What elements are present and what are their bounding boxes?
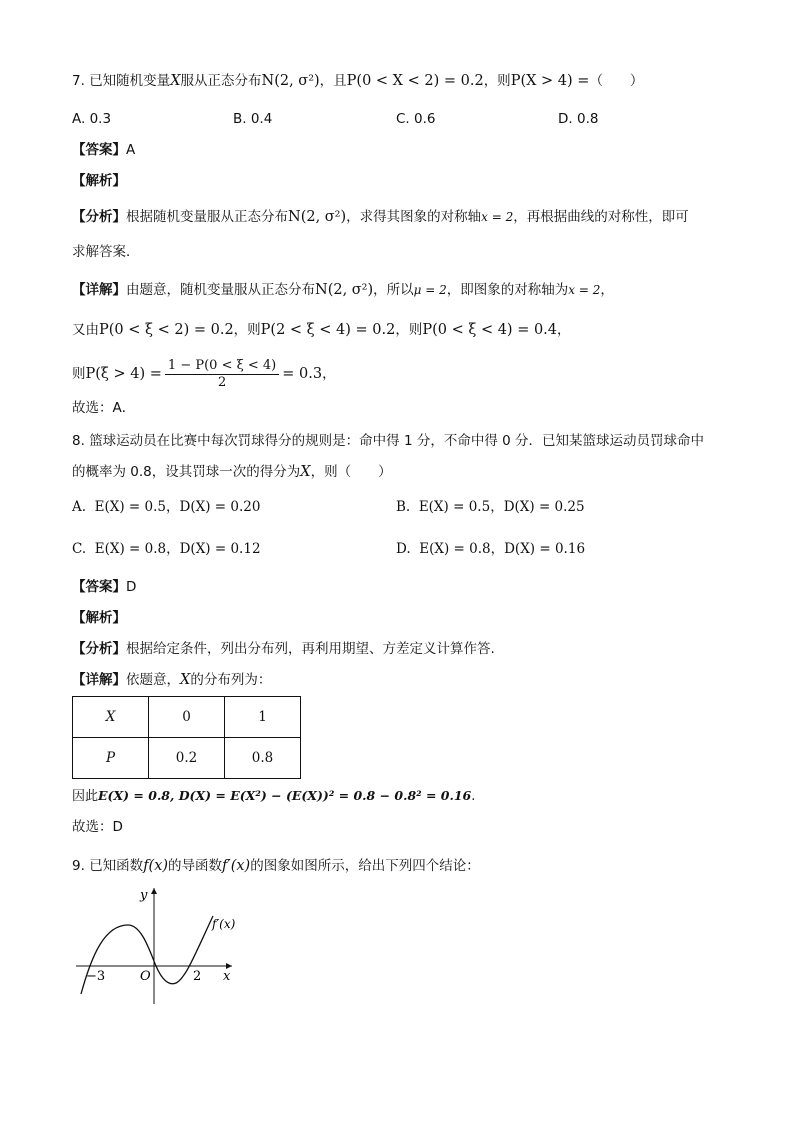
table-cell: 0.8: [225, 738, 301, 779]
q8-option-b: B. E(X) = 0.5，D(X) = 0.25: [396, 499, 585, 515]
q8-option-a: A. E(X) = 0.5，D(X) = 0.20: [72, 499, 261, 515]
y-axis-label: y: [140, 888, 148, 903]
q7-step2: 又由P(0 < ξ < 2) = 0.2，则P(2 < ξ < 4) = 0.2，则P(0 < ξ < 4) = 0.4，: [72, 322, 571, 338]
q8-xiangjie: 【详解】依题意，X的分布列为：: [72, 672, 272, 688]
table-row: [73, 697, 301, 738]
table-row: [73, 738, 301, 779]
q7-analysis-heading: 【解析】: [72, 173, 126, 189]
q7-option-c: C. 0.6: [396, 111, 436, 127]
q8-fenxi: 【分析】根据给定条件，列出分布列，再利用期望、方差定义计算作答.: [72, 641, 495, 657]
table-cell: X: [73, 697, 149, 738]
q7-fraction: $\frac{1 - P(0 < \xi < 4)}{2}$: [165, 358, 279, 391]
q7-option-d: D. 0.8: [558, 111, 599, 127]
tick-label-neg3: −3: [86, 969, 106, 984]
q7-option-a: A. 0.3: [72, 111, 112, 127]
q7-xiangjie: 【详解】由题意，随机变量服从正态分布N(2, σ²)，所以μ = 2，即图象的对称轴为x = 2，: [72, 282, 614, 298]
q7-fenxi: 【分析】根据随机变量服从正态分布N(2, σ²)，求得其图象的对称轴x = 2，再根据曲线的对称性，即可: [72, 209, 689, 225]
q8-analysis-heading: 【解析】: [72, 610, 126, 626]
q7-step3: 则P(ξ > 4) = $\frac{1 - P(0 < \xi < 4)}{2}$ = 0.3，: [72, 357, 336, 390]
curve-label: f′(x): [212, 917, 236, 931]
q8-conclusion: 因此E(X) = 0.8, D(X) = E(X²) − (E(X))² = 0.8 − 0.8² = 0.16.: [72, 788, 476, 804]
table-cell: 0: [149, 697, 225, 738]
q8-stem-line2: 的概率为 0.8，设其罚球一次的得分为X，则（ ）: [72, 464, 392, 480]
q8-choice: 故选：D: [72, 819, 123, 835]
y-axis-arrow-icon: [151, 888, 157, 894]
table-cell: P: [73, 738, 149, 779]
q7-option-b: B. 0.4: [233, 111, 273, 127]
q9-stem: 9. 已知函数f(x)的导函数f′(x)的图象如图所示，给出下列四个结论：: [72, 858, 480, 874]
tick-label-2: 2: [193, 969, 202, 984]
q7-stem: 7. 已知随机变量X服从正态分布N(2, σ²)，且P(0 < X < 2) = 0.2，则P(X > 4) =（ ）: [72, 73, 644, 89]
q8-stem-line1: 8. 篮球运动员在比赛中每次罚球得分的规则是：命中得 1 分，不命中得 0 分．已知某篮球运动员罚球命中: [72, 433, 705, 449]
x-axis-label: x: [223, 969, 231, 984]
q7-fenxi-line2: 求解答案．: [72, 244, 140, 260]
q7-choice: 故选：A．: [72, 400, 136, 416]
q8-option-c: C. E(X) = 0.8，D(X) = 0.12: [72, 541, 261, 557]
q8-option-d: D. E(X) = 0.8，D(X) = 0.16: [396, 541, 586, 557]
q7-answer: 【答案】A: [72, 142, 136, 158]
q7-distribution: N(2, σ²): [261, 73, 320, 89]
q9-derivative-graph: [70, 882, 250, 1012]
q8-answer: 【答案】D: [72, 579, 137, 595]
q8-distribution-table: [72, 696, 301, 779]
table-cell: 1: [225, 697, 301, 738]
origin-label: O: [140, 969, 151, 984]
table-cell: 0.2: [149, 738, 225, 779]
